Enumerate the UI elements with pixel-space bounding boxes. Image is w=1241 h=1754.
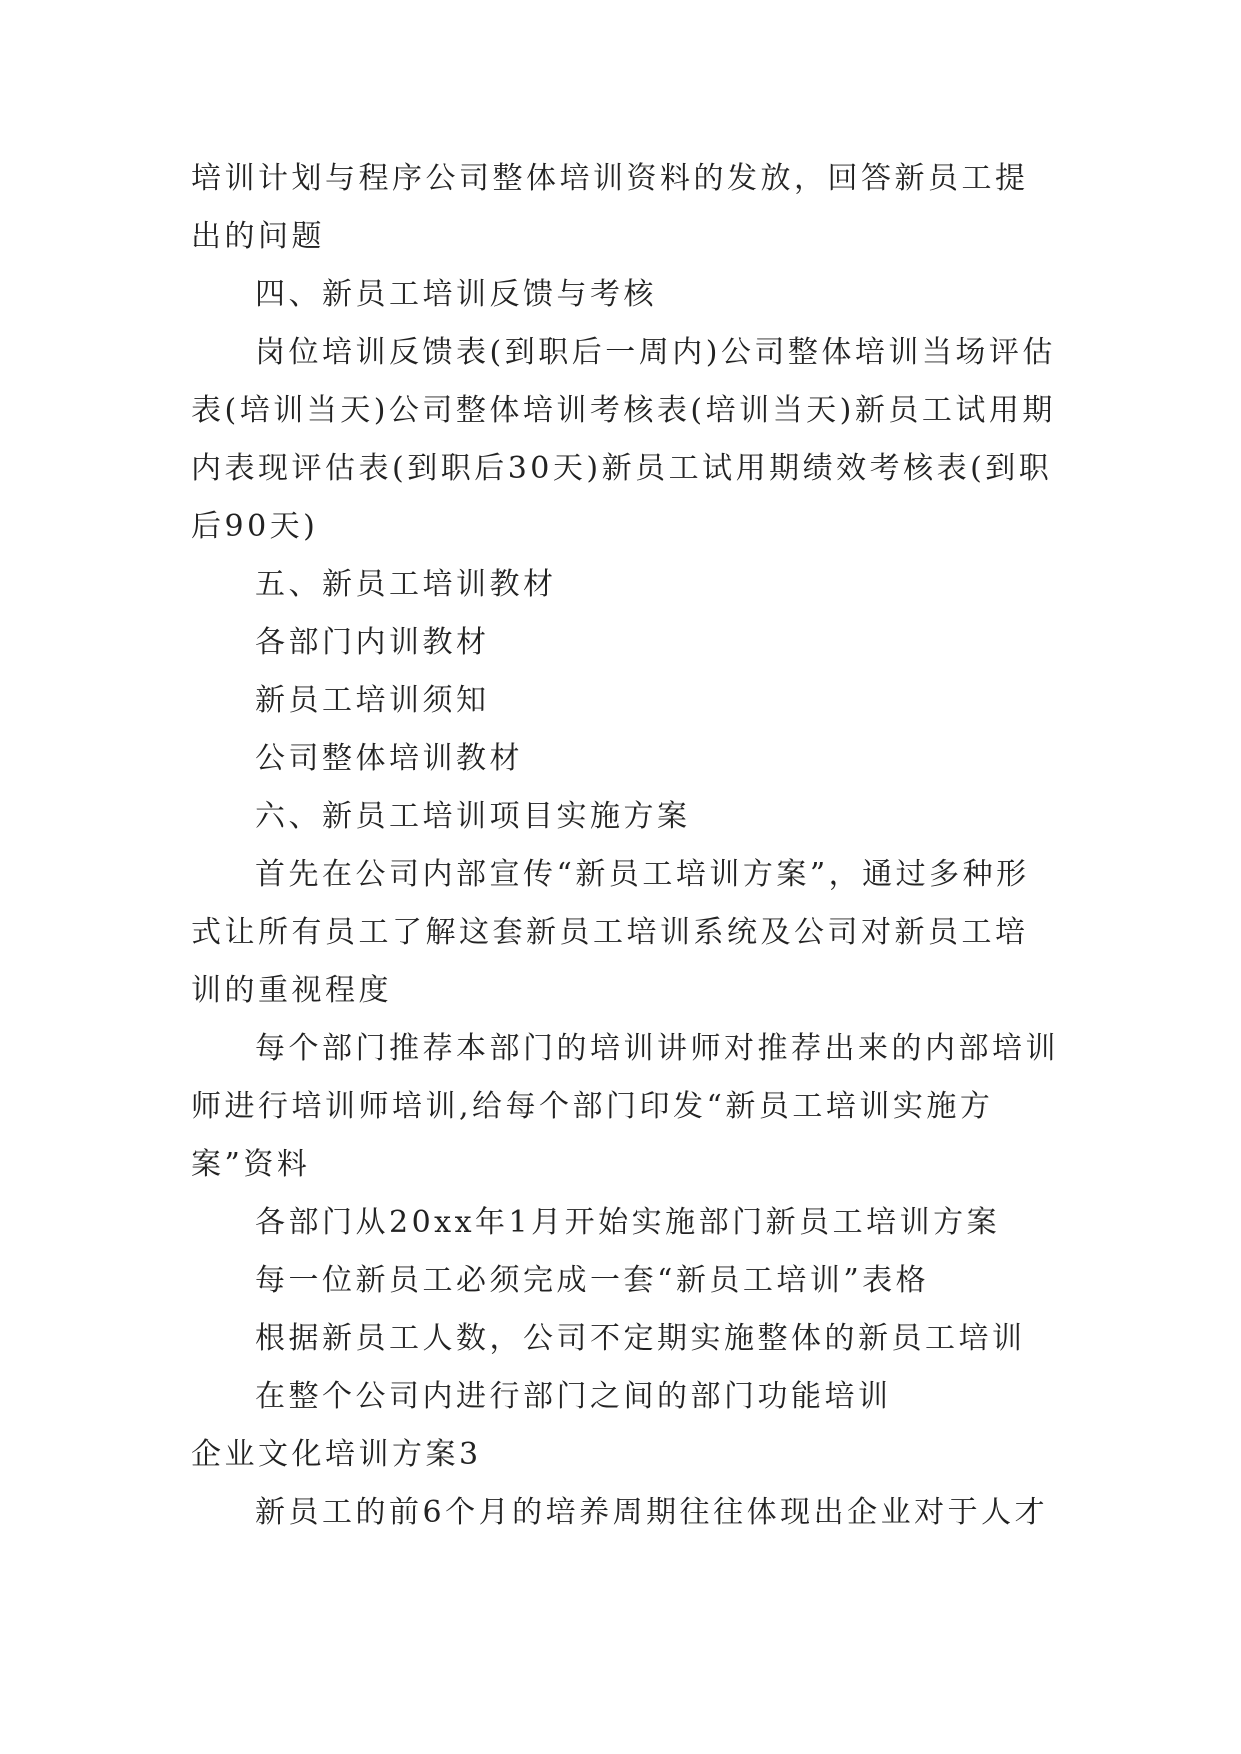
paragraph-department-trainers: 每个部门推荐本部门的培训讲师对推荐出来的内部培训师进行培训师培训,给每个部门印发“新员工培训实施方案”资料 [191, 1031, 1059, 1182]
section-heading-implementation-plan: 六、新员工培训项目实施方案 [255, 799, 691, 834]
paragraph-irregular-training: 根据新员工人数，公司不定期实施整体的新员工培训 [255, 1321, 1026, 1356]
section-heading-training-materials: 五、新员工培训教材 [255, 567, 557, 602]
list-item-company-materials: 公司整体培训教材 [255, 741, 523, 776]
section-heading-feedback-assessment: 四、新员工培训反馈与考核 [255, 277, 657, 312]
paragraph-training-forms: 每一位新员工必须完成一套“新员工培训”表格 [255, 1263, 930, 1298]
paragraph-function-training: 在整个公司内进行部门之间的部门功能培训 [255, 1379, 892, 1414]
document-title-plan-3: 企业文化培训方案3 [191, 1437, 482, 1472]
list-item-department-materials: 各部门内训教材 [255, 625, 490, 660]
document-page [191, 150, 1061, 1542]
paragraph-start-date: 各部门从20xx年1月开始实施部门新员工培训方案 [255, 1205, 1001, 1240]
paragraph-training-plan: 培训计划与程序公司整体培训资料的发放，回答新员工提出的问题 [191, 161, 1029, 254]
paragraph-internal-promotion: 首先在公司内部宣传“新员工培训方案”，通过多种形式让所有员工了解这套新员工培训系统及公司对新员工培训的重视程度 [191, 857, 1030, 1008]
paragraph-feedback-forms: 岗位培训反馈表(到职后一周内)公司整体培训当场评估表(培训当天)公司整体培训考核表(培训当天)新员工试用期内表现评估表(到职后30天)新员工试用期绩效考核表(到职后90天) [191, 335, 1056, 544]
paragraph-six-month-cycle: 新员工的前6个月的培养周期往往体现出企业对于人才 [255, 1495, 1049, 1530]
list-item-training-notice: 新员工培训须知 [255, 683, 490, 718]
